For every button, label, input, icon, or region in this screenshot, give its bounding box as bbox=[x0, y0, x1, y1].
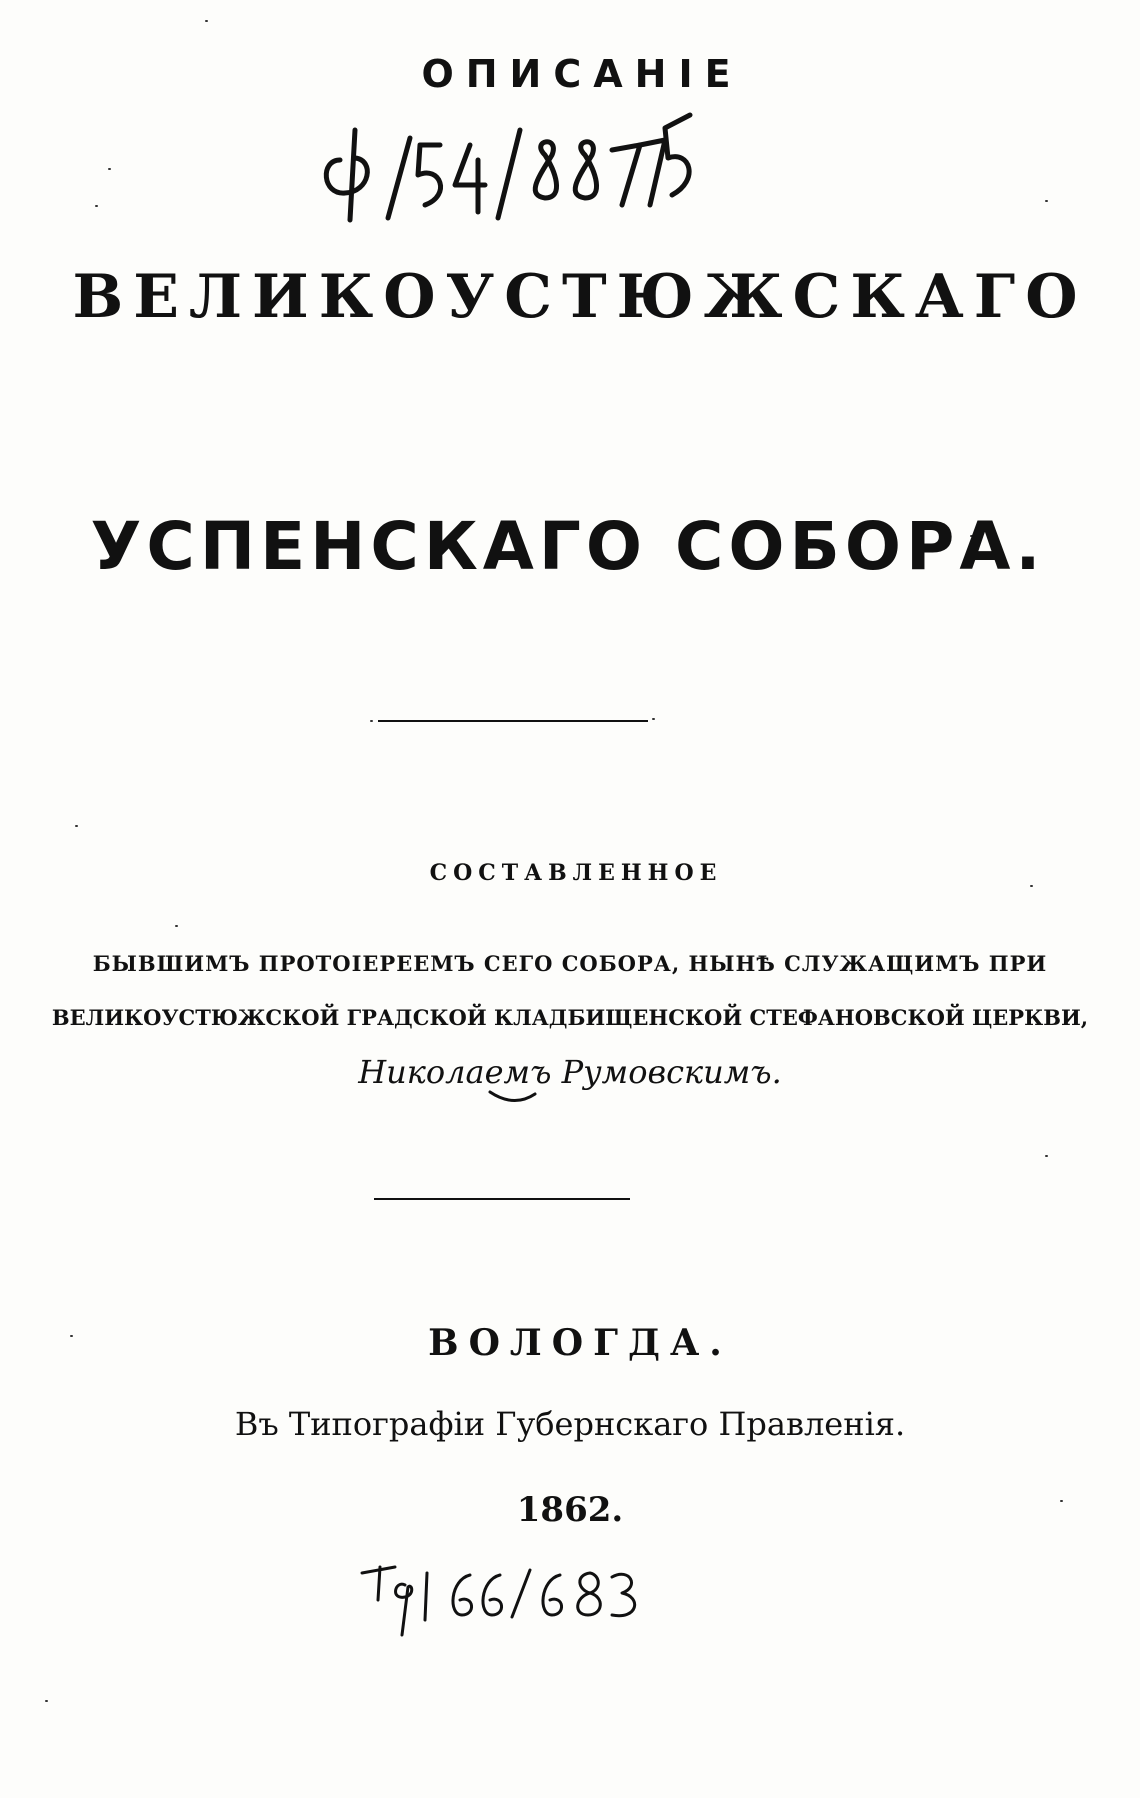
scan-speck bbox=[1045, 200, 1048, 202]
scan-speck bbox=[75, 825, 78, 827]
scan-speck bbox=[108, 168, 111, 170]
title-line-2: ВЕЛИКОУСТЮЖСКАГО bbox=[72, 262, 1088, 332]
imprint-city: ВОЛОГДА. bbox=[428, 1322, 732, 1364]
imprint-year: 1862. bbox=[516, 1490, 624, 1530]
scan-speck bbox=[1045, 1155, 1048, 1157]
separator-rule bbox=[374, 1198, 630, 1200]
author-line-1: БЫВШИМЪ ПРОТОІЕРЕЕМЪ СЕГО СОБОРА, НЫНѢ СЛУЖАЩИМЪ ПРИ bbox=[92, 951, 1048, 976]
rule-dot bbox=[370, 720, 373, 722]
composed-label: СОСТАВЛЕННОЕ bbox=[429, 860, 723, 886]
scan-speck bbox=[205, 20, 208, 22]
rule-dot bbox=[652, 718, 655, 720]
library-mark-bottom bbox=[0, 1545, 1140, 1655]
title-top-word: ОПИСАНІЕ bbox=[421, 52, 743, 96]
scan-speck bbox=[45, 1700, 48, 1702]
ornamental-rule bbox=[378, 720, 648, 722]
imprint-printer: Въ Типографіи Губернскаго Правленія. bbox=[234, 1405, 906, 1443]
scan-speck bbox=[95, 205, 98, 207]
author-line-2: ВЕЛИКОУСТЮЖСКОЙ ГРАДСКОЙ КЛАДБИЩЕНСКОЙ СТЕФАНОВСКОЙ ЦЕРКВИ, bbox=[51, 1005, 1089, 1030]
title-line-3: УСПЕНСКАГО СОБОРА. bbox=[90, 508, 1046, 585]
scan-speck bbox=[175, 925, 178, 927]
author-name: Николаемъ Румовскимъ. bbox=[358, 1053, 782, 1091]
